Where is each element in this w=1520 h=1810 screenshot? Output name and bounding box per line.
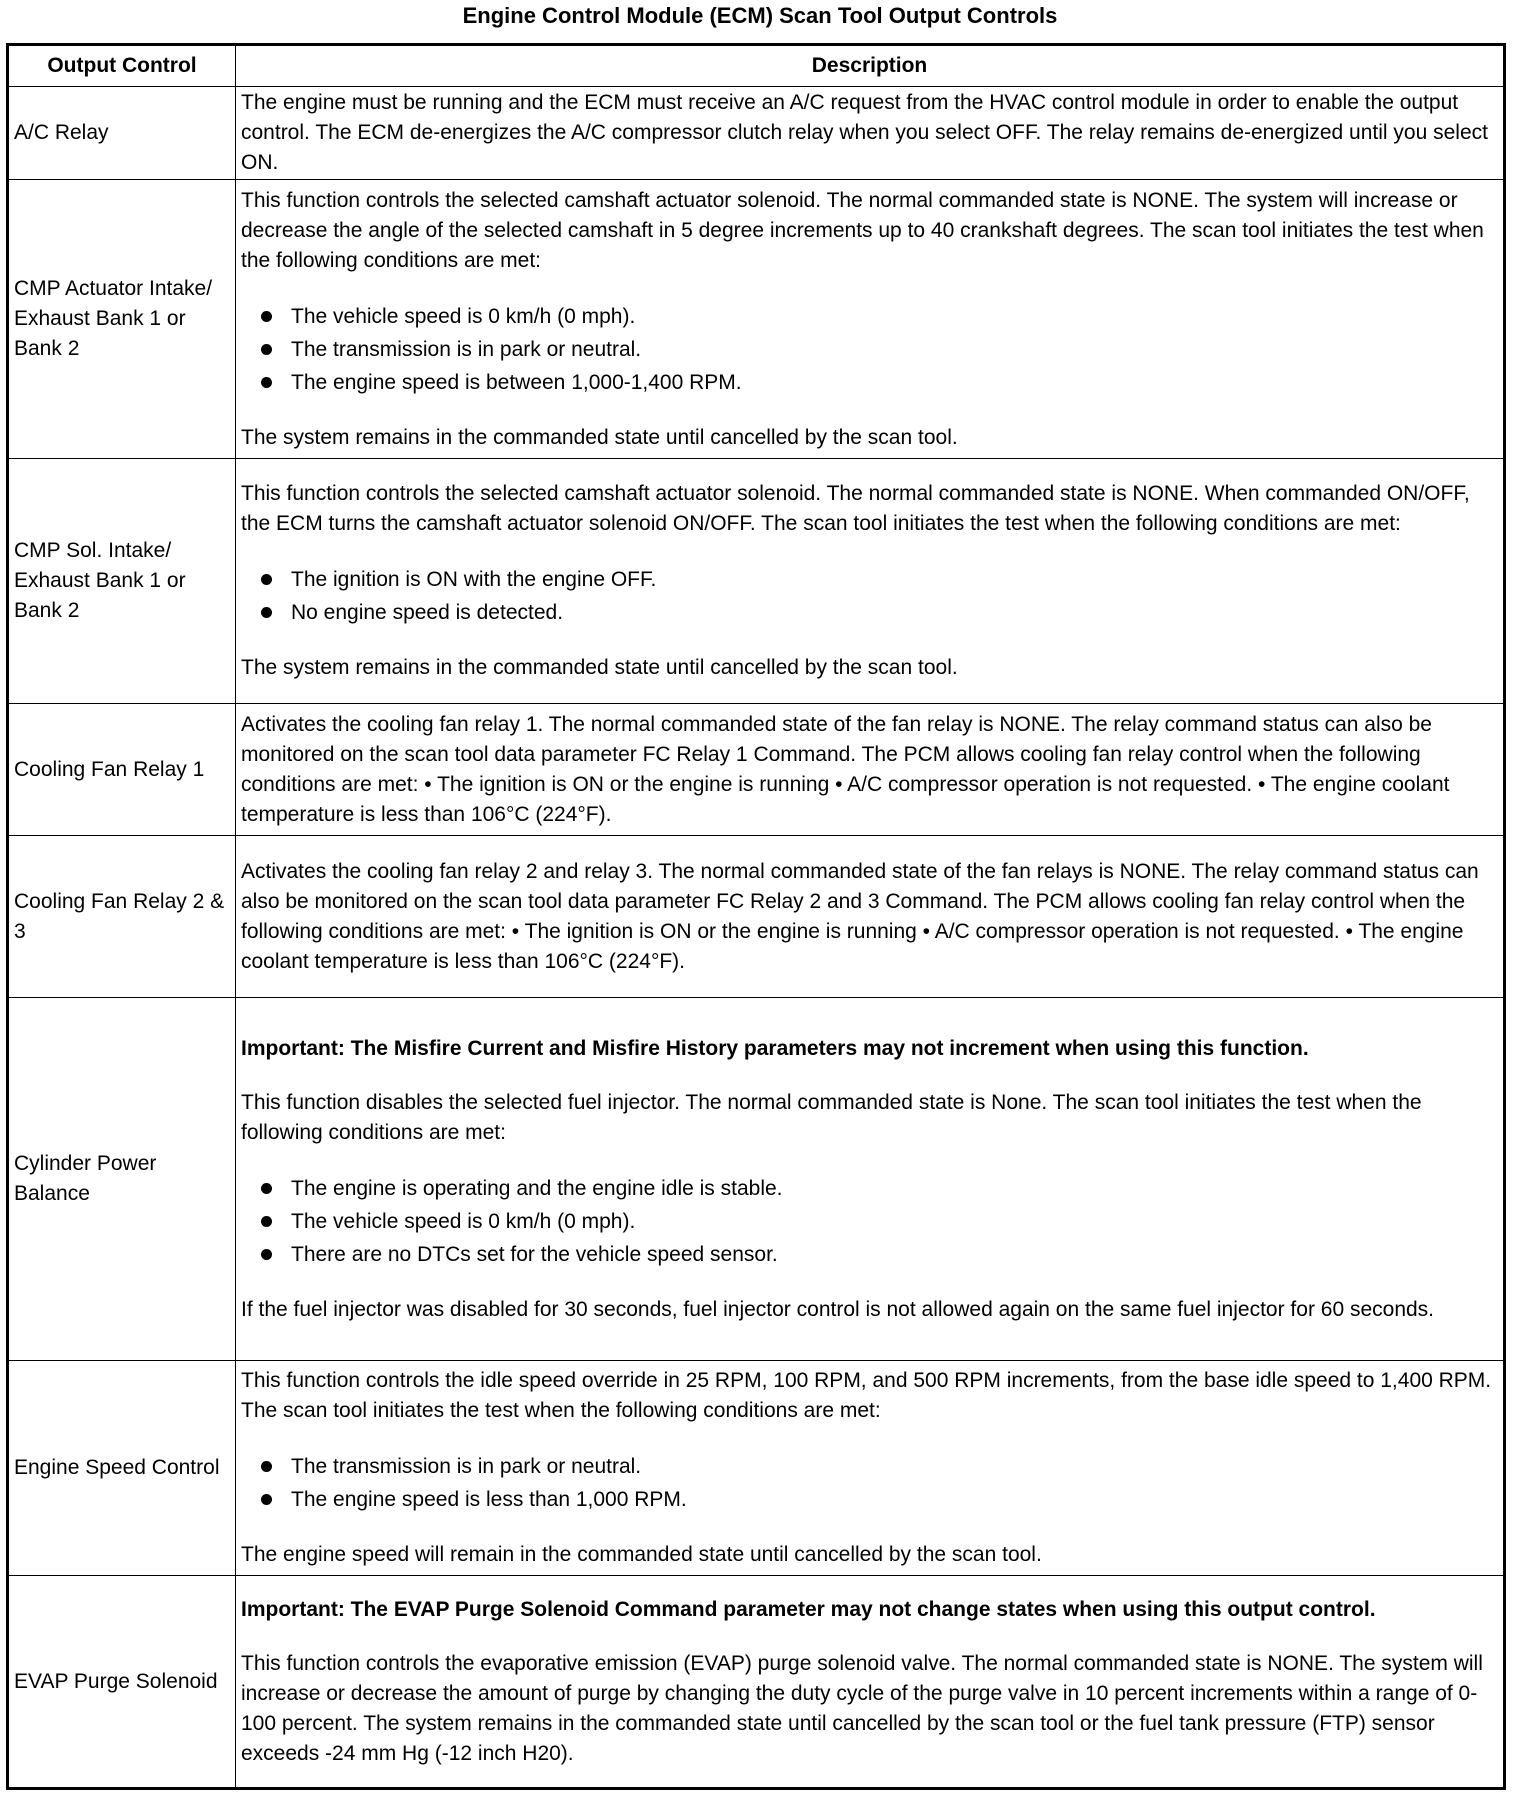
output-control-name: CMP Sol. Intake/ Exhaust Bank 1 or Bank 2	[8, 459, 236, 704]
output-control-name: Cooling Fan Relay 2 & 3	[8, 836, 236, 998]
bullet-icon	[261, 1494, 272, 1505]
table-row	[8, 1361, 1505, 1576]
bullet-icon	[261, 344, 272, 355]
description-cell	[236, 998, 1505, 1361]
list-item-text: The vehicle speed is 0 km/h (0 mph).	[291, 1209, 636, 1233]
list-item	[241, 366, 1497, 399]
output-control-name: EVAP Purge Solenoid	[8, 1576, 236, 1789]
description-text: This function controls the idle speed override in 25 RPM, 100 RPM, and 500 RPM increments, from the base idle speed to 1,400 RPM. The scan tool initiates the test when the following conditions are met:	[241, 1369, 1492, 1422]
list-item	[241, 1483, 1497, 1516]
important-note: Important: The Misfire Current and Misfire History parameters may not increment when using this function.	[241, 1036, 1309, 1060]
list-item	[241, 1205, 1497, 1238]
description-text: This function controls the evaporative emission (EVAP) purge solenoid valve. The normal commanded state is NONE. The system will increase or decrease the amount of purge by changing the duty cycle of the purge valve in 10 percent increments within a range of 0-100 percent. The system remains in the commanded state until cancelled by the scan tool or the fuel tank pressure (FTP) sensor exceeds -24 mm Hg (-12 inch H20).	[241, 1651, 1483, 1765]
table-row	[8, 836, 1505, 998]
list-item-text: The vehicle speed is 0 km/h (0 mph).	[291, 304, 636, 328]
output-controls-table	[6, 43, 1506, 1790]
table-row	[8, 998, 1505, 1361]
output-control-name: Cylinder Power Balance	[8, 998, 236, 1361]
header-description: Description	[236, 45, 1505, 87]
bullet-icon	[261, 1183, 272, 1194]
description-text: The system remains in the commanded state until cancelled by the scan tool.	[241, 656, 958, 679]
list-item	[241, 596, 1497, 629]
description-cell	[236, 836, 1505, 998]
conditions-list	[241, 1450, 1497, 1516]
description-text: This function disables the selected fuel injector. The normal commanded state is None. The scan tool initiates the test when the following conditions are met:	[241, 1090, 1422, 1144]
description-text: The system remains in the commanded state until cancelled by the scan tool.	[241, 425, 958, 449]
list-item	[241, 333, 1497, 366]
bullet-icon	[261, 1216, 272, 1227]
bullet-icon	[261, 1461, 272, 1472]
header-output-control: Output Control	[8, 45, 236, 87]
table-row	[8, 459, 1505, 704]
list-item-text: The engine speed is less than 1,000 RPM.	[291, 1488, 687, 1511]
list-item-text: The engine is operating and the engine idle is stable.	[291, 1176, 783, 1200]
page-title: Engine Control Module (ECM) Scan Tool Output Controls	[462, 3, 1058, 28]
table-row	[8, 87, 1505, 180]
description-cell	[236, 180, 1505, 459]
output-control-name: A/C Relay	[8, 87, 236, 180]
list-item-text: No engine speed is detected.	[291, 601, 564, 624]
description-text: Activates the cooling fan relay 2 and relay 3. The normal commanded state of the fan relays is NONE. The relay command status can also be monitored on the scan tool data parameter FC Relay 2 and 3 Command. The PCM allows cooling fan relay control when the following conditions are met: • The ignition is ON or the engine is running • A/C compressor operation is not requested. • The engine coolant temperature is less than 106°C (224°F).	[241, 859, 1479, 973]
bullet-icon	[261, 574, 272, 585]
description-text: The engine speed will remain in the commanded state until cancelled by the scan tool.	[241, 1543, 1042, 1566]
description-cell	[236, 1361, 1505, 1576]
description-text: Activates the cooling fan relay 1. The normal commanded state of the fan relay is NONE. The relay command status can also be monitored on the scan tool data parameter FC Relay 1 Command. The PCM allows cooling fan relay control when the following conditions are met: • The ignition is ON or the engine is running • A/C compressor operation is not requested. • The engine coolant temperature is less than 106°C (224°F).	[241, 712, 1450, 826]
output-control-name: Engine Speed Control	[8, 1361, 236, 1576]
header-row	[8, 45, 1505, 87]
conditions-list	[241, 1172, 1497, 1271]
table-row	[8, 1576, 1505, 1789]
list-item-text: The ignition is ON with the engine OFF.	[291, 568, 657, 591]
description-cell	[236, 1576, 1505, 1789]
list-item	[241, 1172, 1497, 1205]
table-row	[8, 180, 1505, 459]
list-item	[241, 1450, 1497, 1483]
description-cell	[236, 704, 1505, 836]
list-item	[241, 300, 1497, 333]
list-item-text: The transmission is in park or neutral.	[291, 337, 642, 361]
bullet-icon	[261, 607, 272, 618]
bullet-icon	[261, 377, 272, 388]
list-item	[241, 563, 1497, 596]
description-text: This function controls the selected camshaft actuator solenoid. The normal commanded state is NONE. The system will increase or decrease the angle of the selected camshaft in 5 degree increments up to 40 crankshaft degrees. The scan tool initiates the test when the following conditions are met:	[241, 188, 1484, 272]
output-control-name: Cooling Fan Relay 1	[8, 704, 236, 836]
list-item	[241, 1238, 1497, 1271]
output-control-name: CMP Actuator Intake/ Exhaust Bank 1 or Bank 2	[8, 180, 236, 459]
description-text: If the fuel injector was disabled for 30 seconds, fuel injector control is not allowed again on the same fuel injector for 60 seconds.	[241, 1297, 1435, 1321]
list-item-text: The engine speed is between 1,000-1,400 RPM.	[291, 370, 742, 394]
conditions-list	[241, 300, 1497, 399]
description-text: The engine must be running and the ECM must receive an A/C request from the HVAC control module in order to enable the output control. The ECM de-energizes the A/C compressor clutch relay when you select OFF. The relay remains de-energized until you select ON.	[241, 91, 1488, 174]
bullet-icon	[261, 311, 272, 322]
table-row	[8, 704, 1505, 836]
description-cell	[236, 459, 1505, 704]
list-item-text: There are no DTCs set for the vehicle speed sensor.	[291, 1242, 778, 1266]
description-cell	[236, 87, 1505, 180]
list-item-text: The transmission is in park or neutral.	[291, 1455, 642, 1478]
conditions-list	[241, 563, 1497, 629]
bullet-icon	[261, 1249, 272, 1260]
description-text: This function controls the selected camshaft actuator solenoid. The normal commanded state is NONE. When commanded ON/OFF, the ECM turns the camshaft actuator solenoid ON/OFF. The scan tool initiates the test when the following conditions are met:	[241, 482, 1470, 535]
important-note: Important: The EVAP Purge Solenoid Command parameter may not change states when using this output control.	[241, 1597, 1376, 1621]
